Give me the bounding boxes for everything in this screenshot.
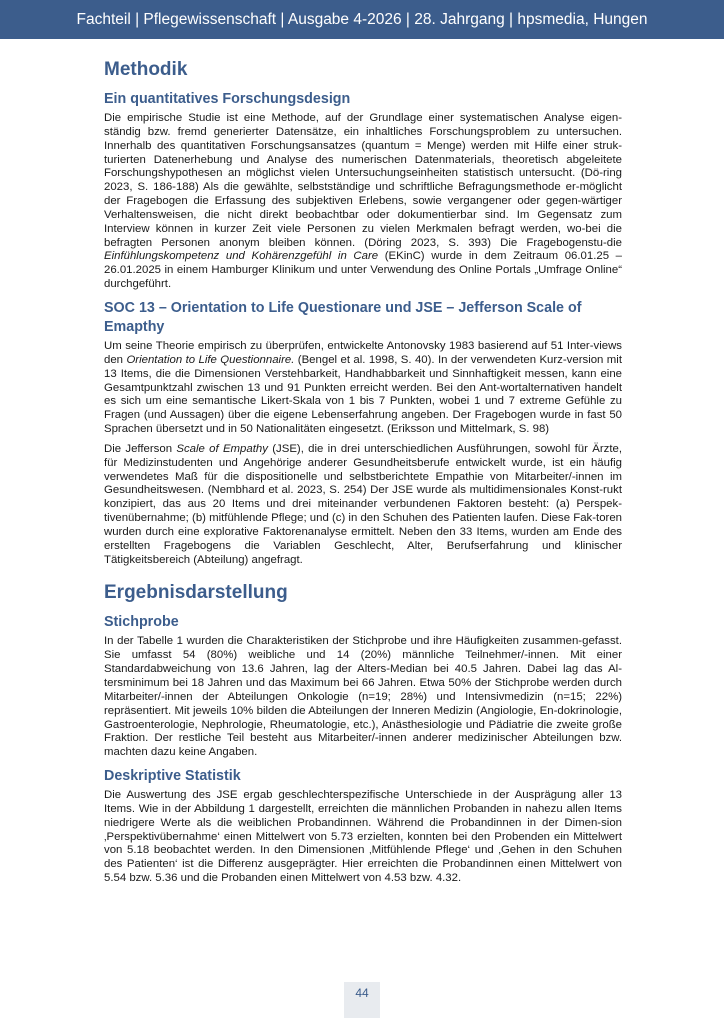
paragraph-forschungsdesign bbox=[104, 112, 622, 292]
text-segment: (Bengel et al. 1998, S. 40). In der verwendeten Kurz-version mit 13 Items, die die Dimensionen Verstehbarkeit, Handhabbarkeit und Sinnhaftigkeit messen, kann eine Gesamtpunktzahl zwischen 13 und 91 Punkten erreicht werden. Bei den Ant-wortalternativen handelt es sich um eine semantische Likert-Skala von 1 bis 7 Punkten, wobei 1 und 7 extreme Gefühle zu Fragen (und Aussagen) über die eigene Lebenserfahrung angeben. Der Fragebogen wurde in fast 50 Sprachen übersetzt und in 50 Nationalitäten eingesetzt. (Eriksson und Mittelmark, S. 98) bbox=[104, 353, 622, 436]
text-segment: (JSE), die in drei unterschiedlichen Ausführungen, sowohl für Ärzte, für Medizinstudenten und Angehörige anderer Gesundheitsberufe entwickelt wurde, ist ein häufig verwendetes Maß für die dispositionelle und selbstberichtete Empathie von Mitarbeiter/-innen im Gesundheitswesen. (Nembhard et al. 2023, S. 254) Der JSE wurde als multidimensionales Konst-rukt konzipiert, das aus 20 Items und drei miteinander verbundenen Faktoren besteht: (a) Perspek-tivenübernahme; (b) mitfühlende Pflege; und (c) in den Schuhen des Patienten laufen. Diese Fak-toren wurden durch eine explorative Faktorenanalyse ermittelt. Neben den 33 Items, wurden am Ende des erstellten Fragebogens die Variablen Geschlecht, Alter, Berufserfahrung und klinischer Tätigkeitsbereich (Abteilung) angefragt. bbox=[104, 442, 622, 566]
running-header bbox=[0, 0, 724, 39]
paragraph-soc13 bbox=[104, 340, 622, 437]
subheading-stichprobe: Stichprobe bbox=[104, 614, 179, 631]
article-body bbox=[104, 58, 622, 886]
paragraph-stichprobe: In der Tabelle 1 wurden die Charakteristiken der Stichprobe und ihre Häufigkeiten zusammen-gefasst. Sie umfasst 54 (80%) weibliche und 14 (20%) männliche Teilnehmer/-innen. Mit einer Standardabweichung von 13.6 Jahren, lag der Alters-Median bei 40.5 Jahren. Dabei lag das Al-tersminimum bei 18 Jahren und das Maximum bei 66 Jahren. Etwa 50% der Stichprobe werden durch Mitarbeiter/-innen der Abteilungen Onkologie (n=19; 28%) und Intensivmedizin (n=15; 22%) repräsentiert. Mit jeweils 10% bilden die Abteilungen der Inneren Medizin (Angiologie, En-dokrinologie, Gastroenterologie, Nephrologie, Rheumatologie, etc.), Anästhesiologie und Pädiatrie die zweite große Fraktion. Der restliche Teil besteht aus Mitarbeiter/-innen anderer medizinischer Abteilungen bzw. machten dazu keine Angaben. bbox=[104, 635, 622, 759]
text-segment: Um seine Theorie empirisch zu überprüfen, entwickelte Antonovsky 1983 basierend auf 51 Inter-views den bbox=[104, 339, 622, 366]
section-heading-methodik: Methodik bbox=[104, 59, 188, 80]
subheading-soc13-jse: SOC 13 – Orientation to Life Questionare und JSE – Jefferson Scale of Emapthy bbox=[104, 299, 582, 335]
subheading-forschungsdesign: Ein quantitatives Forschungsdesign bbox=[104, 91, 351, 107]
text-segment: (EKinC) wurde in dem Zeitraum 06.01.25 – 26.01.2025 in einem Hamburger Klinikum und unter Verwendung des Online Portals „Umfrage Online“ durchgeführt. bbox=[104, 250, 623, 291]
italic-title: Einfühlungskompetenz und Kohärenzgefühl in Care bbox=[104, 250, 379, 263]
page-number bbox=[344, 982, 380, 1018]
paragraph-jse bbox=[104, 443, 622, 568]
text-segment: Die empirische Studie ist eine Methode, auf der Grundlage einer systematischen Analyse eigen-ständig bzw. fremd generierter Datensätze, ein inhaltliches Forschungsproblem zu untersuchen. Innerhalb des quantitativen Forschungsansatzes (quantum = Menge) werden mit Hilfe einer struk-turierten Datenerhebung und Analyse des numerischen Datenmaterials, theoretisch abgeleitete Forschungshypothesen an möglichst vielen Untersuchungseinheiten statistisch untersucht. (Dö-ring 2023, S. 186-188) Als die gewählte, selbstständige und schriftliche Befragungsmethode er-möglicht der Fragebogen die Erfassung des subjektiven Erlebens, sowie vergangener oder gegen-wärtiger Verhaltensweisen, die nicht direkt beobachtbar oder dokumentierbar sind. Im Gegensatz zum Interview können in kurzer Zeit viele Personen zu vielen Merkmalen befragt werden, wo-bei die befragten Personen anonym bleiben können. (Döring 2023, S. 393) Die Fragebogenstu-die bbox=[104, 112, 622, 249]
text-segment: Die Jefferson bbox=[104, 442, 177, 455]
paragraph-deskriptive-statistik: Die Auswertung des JSE ergab geschlechterspezifische Unterschiede in der Ausprägung aller 13 Items. Wie in der Abbildung 1 dargestellt, erreichten die männlichen Probanden in nahezu allen Items niedrigere Werte als die weiblichen Probandinnen. Während die Probandinnen in der Dimen-sion ‚Perspektivübernahme‘ einen Mittelwert von 5.73 erzielten, konnten bei den Probenden ein Mittelwert von 5.18 beobachtet werden. In den Dimensionen ‚Mitfühlende Pflege‘ und ‚Gehen in den Schuhen des Patienten‘ ist die Differenz ausgeprägter. Hier erreichten die Probandinnen einen Mittelwert von 5.54 bzw. 5.36 und die Probanden einen Mittelwert von 4.53 bzw. 4.32. bbox=[104, 789, 622, 885]
page-number-text: 44 bbox=[355, 986, 369, 1000]
section-heading-ergebnisdarstellung: Ergebnisdarstellung bbox=[104, 582, 288, 604]
italic-title: Orientation to Life Questionnaire. bbox=[126, 353, 295, 366]
subheading-deskriptive-statistik: Deskriptive Statistik bbox=[104, 768, 241, 785]
italic-title: Scale of Empathy bbox=[176, 442, 268, 455]
running-header-text: Fachteil | Pflegewissenschaft | Ausgabe 4-2026 | 28. Jahrgang | hpsmedia, Hungen bbox=[76, 11, 648, 28]
